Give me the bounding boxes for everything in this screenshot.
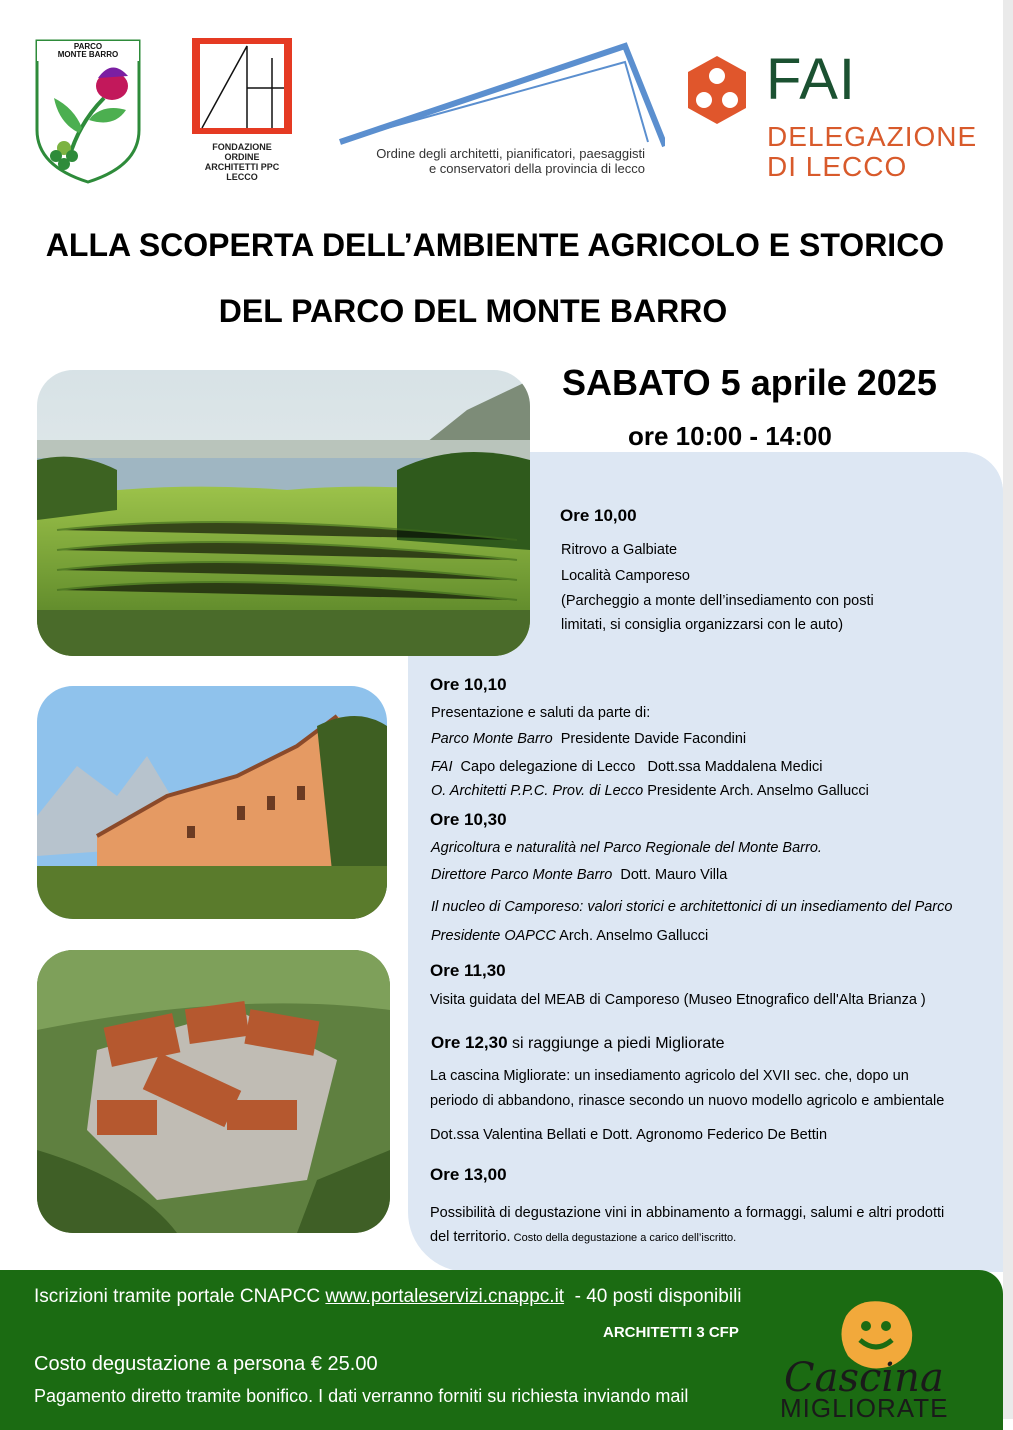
parco-monte-barro-logo	[34, 38, 142, 184]
program-panel-top	[530, 452, 1003, 667]
parco-monte-barro-label: Parco Monte Barro	[431, 731, 553, 747]
fai-delegazione: DELEGAZIONE	[767, 121, 978, 152]
program-1300-line1: Possibilità di degustazione vini in abbinamento a formaggi, salumi e altri prodotti	[430, 1205, 945, 1221]
fondazione-line1: FONDAZIONE	[212, 142, 272, 152]
page-title-line1: ALLA SCOPERTA DELL’AMBIENTE AGRICOLO E STORICO	[45, 227, 945, 263]
fai-label: FAI	[431, 759, 453, 775]
program-1010-line4: O. Architetti P.P.C. Prov. di Lecco Presidente Arch. Anselmo Gallucci	[431, 783, 869, 799]
program-1000-line2: Località Camporeso	[561, 568, 690, 584]
vineyard-lake-photo	[37, 370, 530, 656]
villa-building-photo	[37, 686, 387, 919]
program-1230-line2: periodo di abbandono, rinasce secondo un nuovo modello agricolo e ambientale	[430, 1093, 945, 1109]
program-1030-line2: Direttore Parco Monte Barro Dott. Mauro Villa	[431, 867, 728, 883]
program-1230-line3: Dot.ssa Valentina Bellati e Dott. Agronomo Federico De Bettin	[430, 1127, 828, 1143]
ordine-line2: e conservatori della provincia di lecco	[428, 161, 645, 176]
program-time-1130: Ore 11,30	[430, 961, 506, 980]
migliorate-wordmark: MIGLIORATE	[780, 1393, 949, 1423]
program-1000-line4: limitati, si consiglia organizzarsi con le auto)	[561, 617, 844, 633]
ordine-architetti-label: O. Architetti P.P.C. Prov. di Lecco	[431, 783, 644, 799]
cascina-migliorate-logo	[778, 1296, 978, 1423]
program-time-1000: Ore 10,00	[560, 506, 637, 525]
program-1010-line1: Presentazione e saluti da parte di:	[431, 705, 651, 721]
program-1230-line1: La cascina Migliorate: un insediamento agricolo del XVII sec. che, dopo un	[430, 1068, 909, 1084]
cascina-aerial-photo	[37, 950, 390, 1233]
fondazione-line2: ORDINE	[224, 152, 260, 162]
parco-logo-line2: MONTE BARRO	[57, 50, 119, 59]
program-time-1010: Ore 10,10	[430, 675, 507, 694]
program-1030-line1: Agricoltura e naturalità nel Parco Regionale del Monte Barro.	[431, 840, 822, 856]
page-edge	[1003, 0, 1013, 1419]
parco-logo-line1: PARCO	[73, 42, 103, 51]
program-time-1230: Ore 12,30 si raggiunge a piedi Migliorate	[431, 1033, 725, 1052]
program-1000-line3: (Parcheggio a monte dell’insediamento con posti	[561, 593, 874, 609]
portale-link[interactable]: www.portaleservizi.cnappc.it	[325, 1286, 565, 1307]
program-1010-line3: FAI Capo delegazione di Lecco Dott.ssa Maddalena Medici	[431, 759, 823, 775]
degustazione-note: Costo della degustazione a carico dell’iscritto.	[510, 1232, 737, 1244]
program-1010-line2: Parco Monte Barro Presidente Davide Facondini	[431, 731, 747, 747]
cfp-label: ARCHITETTI 3 CFP	[603, 1324, 739, 1341]
fondazione-ordine-logo	[192, 38, 292, 186]
registration-line: Iscrizioni tramite portale CNAPCC www.portaleservizi.cnappc.it - 40 posti disponibili	[34, 1286, 742, 1307]
ordine-line1: Ordine degli architetti, pianificatori, paesaggisti	[376, 146, 645, 161]
page-title-line2: DEL PARCO DEL MONTE BARRO	[218, 293, 728, 329]
event-date: SABATO 5 aprile 2025	[562, 362, 937, 403]
fai-name: FAI	[766, 47, 857, 112]
program-1300-line2: del territorio. Costo della degustazione a carico dell’iscritto.	[430, 1229, 737, 1245]
cascina-wordmark: Cascina	[784, 1355, 944, 1401]
program-1030-line3: Il nucleo di Camporeso: valori storici e architettonici di un insediamento del Parco	[431, 899, 953, 915]
ordine-architetti-logo	[330, 42, 665, 182]
fondazione-line3: ARCHITETTI PPC	[204, 162, 280, 172]
pagamento-info: Pagamento diretto tramite bonifico. I dati verranno forniti su richiesta inviando mail	[34, 1386, 689, 1406]
costo-degustazione: Costo degustazione a persona € 25.00	[34, 1353, 378, 1375]
fondazione-line4: LECCO	[226, 172, 258, 182]
event-time: ore 10:00 - 14:00	[628, 421, 832, 451]
fai-di-lecco: DI LECCO	[767, 151, 908, 182]
program-1030-line4: Presidente OAPCC Arch. Anselmo Gallucci	[431, 928, 709, 944]
program-1130-line1: Visita guidata del MEAB di Camporeso (Museo Etnografico dell'Alta Brianza )	[430, 992, 926, 1008]
program-1000-line1: Ritrovo a Galbiate	[561, 542, 678, 558]
fai-symbol-icon	[682, 52, 752, 128]
fai-delegazione-logo	[682, 40, 978, 185]
program-time-1300: Ore 13,00	[430, 1165, 507, 1184]
program-time-1030: Ore 10,30	[430, 810, 507, 829]
